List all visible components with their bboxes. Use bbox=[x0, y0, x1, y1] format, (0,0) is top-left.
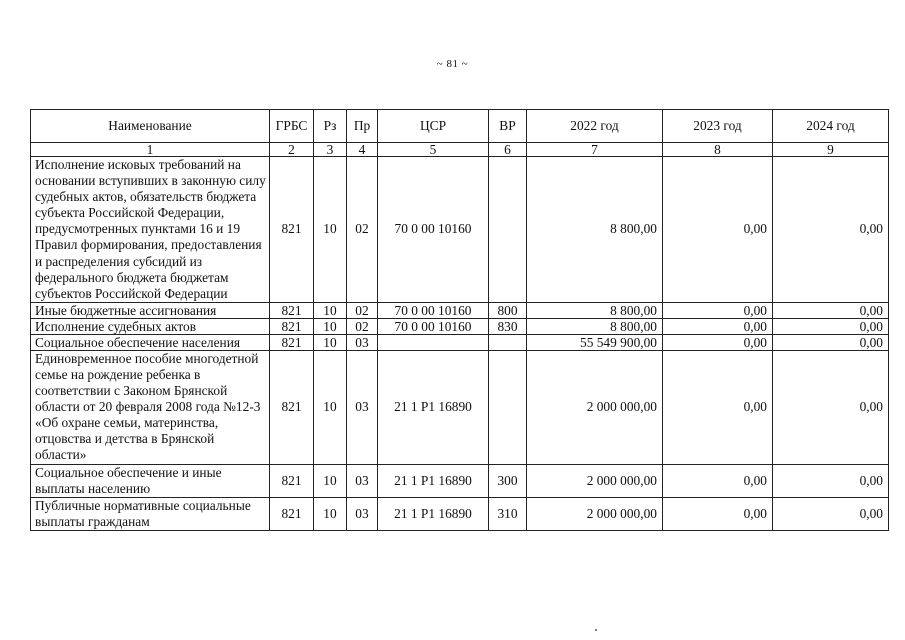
row-2022: 8 800,00 bbox=[527, 318, 663, 334]
row-2024: 0,00 bbox=[773, 334, 889, 350]
header-rz: Рз bbox=[314, 110, 347, 143]
header-grbs: ГРБС bbox=[270, 110, 314, 143]
row-csr: 21 1 Р1 16890 bbox=[378, 497, 489, 530]
row-name: Социальное обеспечение населения bbox=[31, 334, 270, 350]
row-2024: 0,00 bbox=[773, 497, 889, 530]
table-row bbox=[31, 334, 889, 350]
row-grbs: 821 bbox=[270, 464, 314, 497]
row-rz: 10 bbox=[314, 302, 347, 318]
row-2022: 8 800,00 bbox=[527, 157, 663, 303]
row-csr: 70 0 00 10160 bbox=[378, 302, 489, 318]
column-number: 9 bbox=[773, 143, 889, 157]
row-2024: 0,00 bbox=[773, 302, 889, 318]
header-2023: 2023 год bbox=[663, 110, 773, 143]
row-vr: 830 bbox=[489, 318, 527, 334]
row-2023: 0,00 bbox=[663, 497, 773, 530]
row-pr: 02 bbox=[347, 302, 378, 318]
column-number: 3 bbox=[314, 143, 347, 157]
row-pr: 03 bbox=[347, 497, 378, 530]
row-pr: 03 bbox=[347, 464, 378, 497]
row-vr bbox=[489, 334, 527, 350]
row-pr: 02 bbox=[347, 318, 378, 334]
row-grbs: 821 bbox=[270, 350, 314, 464]
row-pr: 02 bbox=[347, 157, 378, 303]
row-name: Иные бюджетные ассигнования bbox=[31, 302, 270, 318]
budget-table bbox=[30, 109, 889, 531]
row-2022: 8 800,00 bbox=[527, 302, 663, 318]
header-pr: Пр bbox=[347, 110, 378, 143]
row-grbs: 821 bbox=[270, 497, 314, 530]
row-name: Исполнение исковых требований на основании вступивших в законную силу судебных актов, обязательств бюджета субъекта Российской Федерации, предусмотренных пунктами 16 и 19 Правил формирования, предоставления и распределения субсидий из федерального бюджета бюджетам субъектов Российской Федерации bbox=[31, 157, 270, 303]
scan-speck bbox=[595, 629, 597, 631]
column-number-row bbox=[31, 143, 889, 157]
row-2022: 2 000 000,00 bbox=[527, 464, 663, 497]
row-rz: 10 bbox=[314, 318, 347, 334]
row-2024: 0,00 bbox=[773, 157, 889, 303]
row-csr: 21 1 Р1 16890 bbox=[378, 350, 489, 464]
row-2024: 0,00 bbox=[773, 464, 889, 497]
column-number: 6 bbox=[489, 143, 527, 157]
row-vr bbox=[489, 157, 527, 303]
table-row bbox=[31, 350, 889, 464]
column-number: 4 bbox=[347, 143, 378, 157]
row-2022: 2 000 000,00 bbox=[527, 497, 663, 530]
row-2023: 0,00 bbox=[663, 350, 773, 464]
row-2022: 2 000 000,00 bbox=[527, 350, 663, 464]
column-number: 1 bbox=[31, 143, 270, 157]
row-vr bbox=[489, 350, 527, 464]
header-row bbox=[31, 110, 889, 143]
row-vr: 300 bbox=[489, 464, 527, 497]
row-name: Социальное обеспечение и иные выплаты населению bbox=[31, 464, 270, 497]
row-pr: 03 bbox=[347, 350, 378, 464]
header-csr: ЦСР bbox=[378, 110, 489, 143]
row-rz: 10 bbox=[314, 464, 347, 497]
row-2024: 0,00 bbox=[773, 318, 889, 334]
row-pr: 03 bbox=[347, 334, 378, 350]
row-csr bbox=[378, 334, 489, 350]
row-csr: 21 1 Р1 16890 bbox=[378, 464, 489, 497]
row-2023: 0,00 bbox=[663, 302, 773, 318]
column-number: 2 bbox=[270, 143, 314, 157]
row-2023: 0,00 bbox=[663, 464, 773, 497]
table-row bbox=[31, 497, 889, 530]
row-vr: 310 bbox=[489, 497, 527, 530]
header-vr: ВР bbox=[489, 110, 527, 143]
row-name: Исполнение судебных актов bbox=[31, 318, 270, 334]
row-grbs: 821 bbox=[270, 302, 314, 318]
column-number: 5 bbox=[378, 143, 489, 157]
row-grbs: 821 bbox=[270, 334, 314, 350]
row-2023: 0,00 bbox=[663, 318, 773, 334]
header-2024: 2024 год bbox=[773, 110, 889, 143]
table-row bbox=[31, 302, 889, 318]
row-2022: 55 549 900,00 bbox=[527, 334, 663, 350]
row-vr: 800 bbox=[489, 302, 527, 318]
column-number: 7 bbox=[527, 143, 663, 157]
table-row bbox=[31, 318, 889, 334]
header-2022: 2022 год bbox=[527, 110, 663, 143]
row-csr: 70 0 00 10160 bbox=[378, 157, 489, 303]
table-row bbox=[31, 464, 889, 497]
row-rz: 10 bbox=[314, 497, 347, 530]
row-2024: 0,00 bbox=[773, 350, 889, 464]
row-2023: 0,00 bbox=[663, 157, 773, 303]
row-grbs: 821 bbox=[270, 318, 314, 334]
page-number: ~ 81 ~ bbox=[436, 58, 469, 70]
row-2023: 0,00 bbox=[663, 334, 773, 350]
table-row bbox=[31, 157, 889, 303]
row-rz: 10 bbox=[314, 334, 347, 350]
header-name: Наименование bbox=[31, 110, 270, 143]
row-name: Единовременное пособие многодетной семье на рождение ребенка в соответствии с Законом Брянской области от 20 февраля 2008 года №12-3 «Об охране семьи, материнства, отцовства и детства в Брянской области» bbox=[31, 350, 270, 464]
row-name: Публичные нормативные социальные выплаты гражданам bbox=[31, 497, 270, 530]
row-grbs: 821 bbox=[270, 157, 314, 303]
row-rz: 10 bbox=[314, 157, 347, 303]
row-csr: 70 0 00 10160 bbox=[378, 318, 489, 334]
column-number: 8 bbox=[663, 143, 773, 157]
row-rz: 10 bbox=[314, 350, 347, 464]
